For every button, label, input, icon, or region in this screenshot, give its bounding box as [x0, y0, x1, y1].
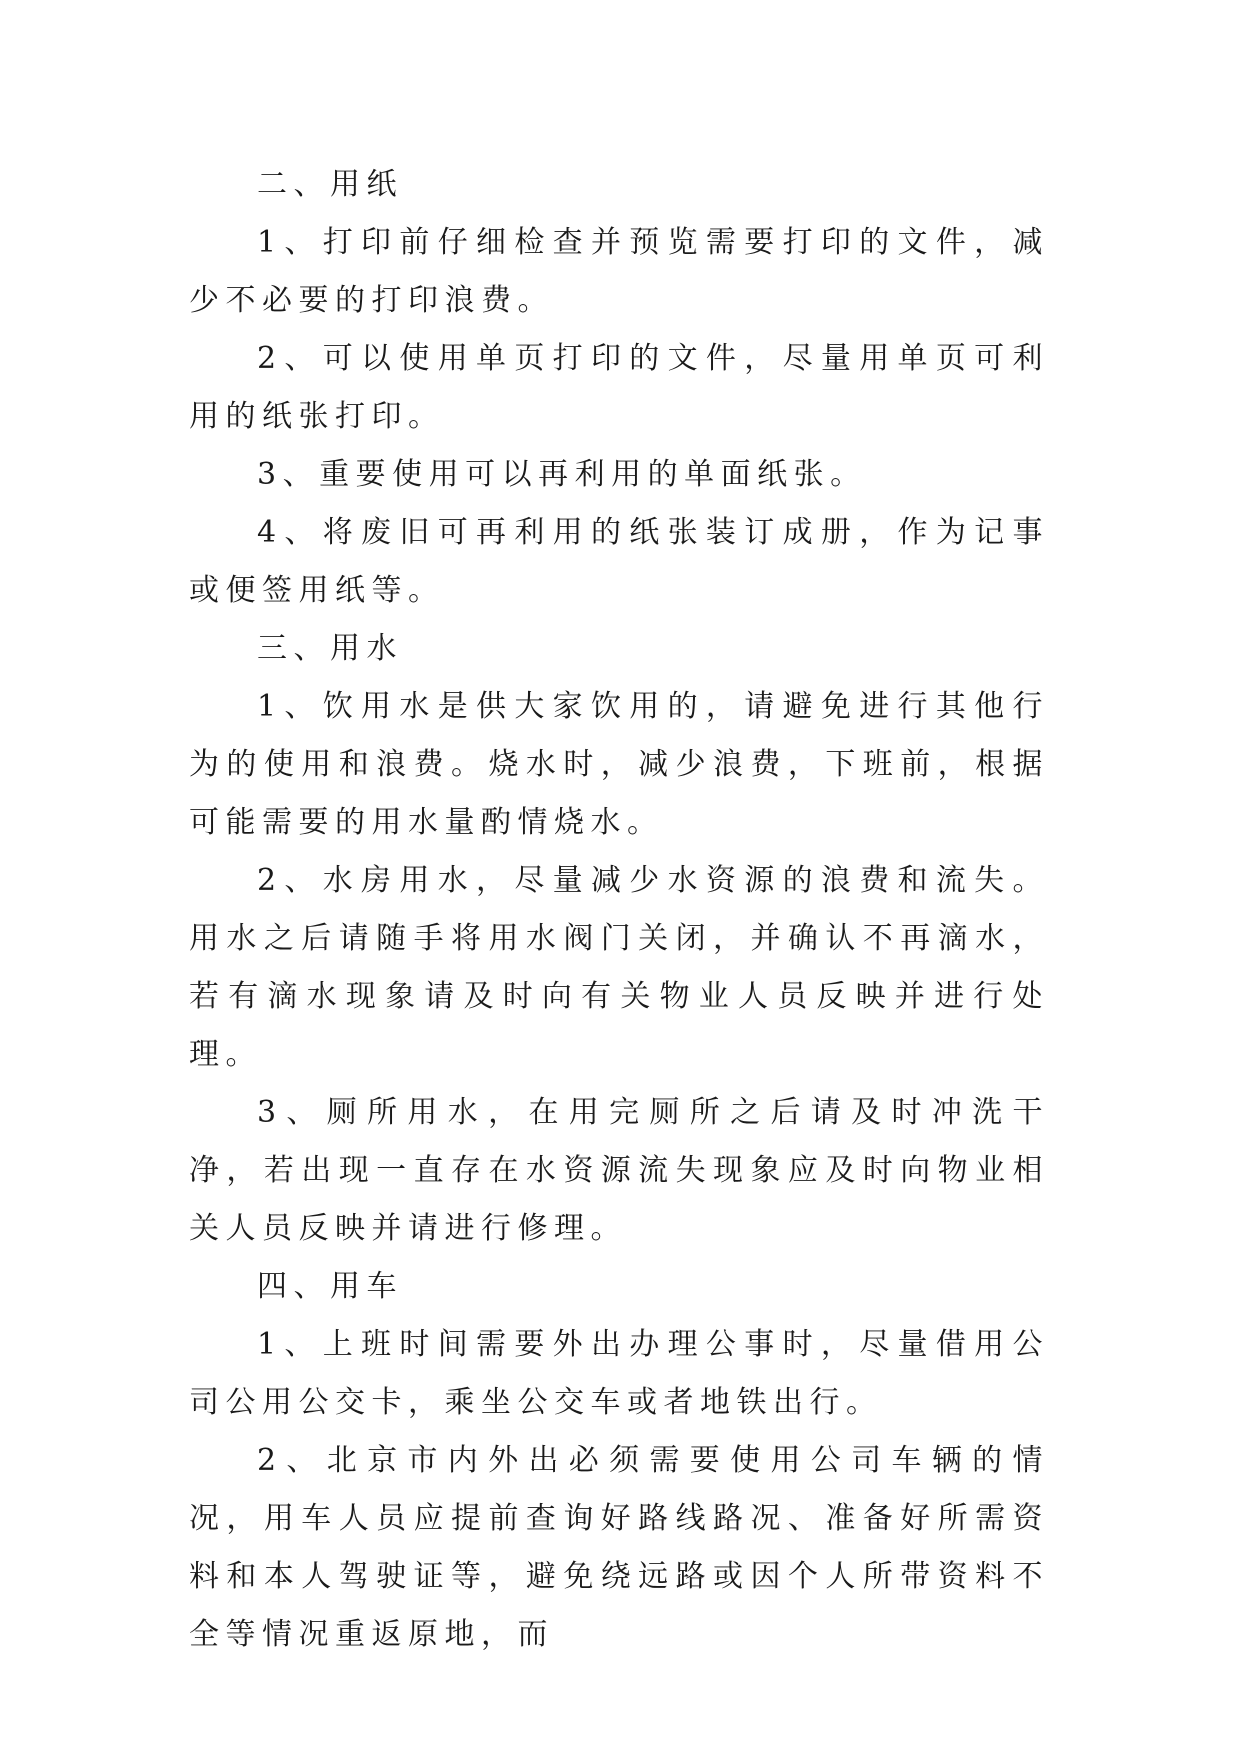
paragraph: 3、厕所用水，在用完厕所之后请及时冲洗干净，若出现一直存在水资源流失现象应及时向物业相关人员反映并请进行修理。	[189, 1095, 1049, 1246]
section-heading-paper: 二、用纸	[257, 167, 403, 202]
paragraph: 2、水房用水，尽量减少水资源的浪费和流失。用水之后请随手将用水阀门关闭，并确认不再滴水，若有滴水现象请及时向有关物业人员反映并进行处理。	[189, 863, 1049, 1072]
section-heading-water: 三、用水	[257, 631, 403, 666]
paragraph: 2、北京市内外出必须需要使用公司车辆的情况，用车人员应提前查询好路线路况、准备好所需资料和本人驾驶证等，避免绕远路或因个人所带资料不全等情况重返原地，而	[189, 1443, 1049, 1652]
paragraph: 2、可以使用单页打印的文件，尽量用单页可利用的纸张打印。	[189, 341, 1049, 434]
paragraph: 1、打印前仔细检查并预览需要打印的文件，减少不必要的打印浪费。	[189, 225, 1049, 318]
paragraph: 3、重要使用可以再利用的单面纸张。	[257, 457, 867, 492]
paragraph: 4、将废旧可再利用的纸张装订成册，作为记事或便签用纸等。	[189, 515, 1049, 608]
paragraph: 1、饮用水是供大家饮用的，请避免进行其他行为的使用和浪费。烧水时，减少浪费，下班前，根据可能需要的用水量酌情烧水。	[189, 689, 1049, 840]
section-heading-vehicle: 四、用车	[257, 1269, 403, 1304]
document-body	[189, 156, 1049, 1664]
paragraph: 1、上班时间需要外出办理公事时，尽量借用公司公用公交卡，乘坐公交车或者地铁出行。	[189, 1327, 1049, 1420]
